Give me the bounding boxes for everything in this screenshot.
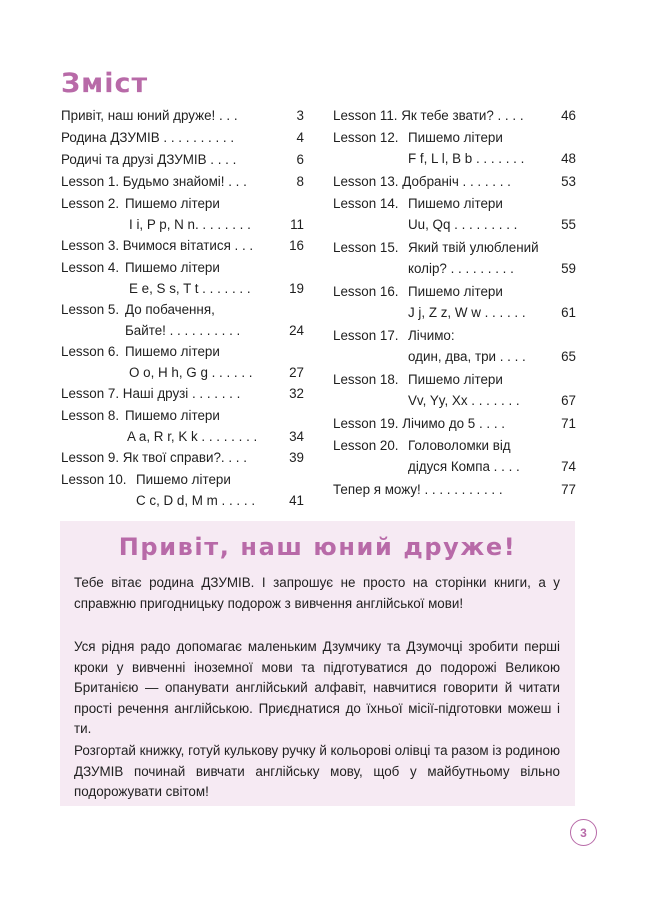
toc-lesson-label: Lesson 17. (333, 328, 399, 343)
toc-page-number: 16 (289, 238, 304, 253)
toc-lesson-label: Lesson 20. (333, 438, 399, 453)
toc-page-number: 48 (561, 151, 576, 166)
toc-page-number: 77 (561, 482, 576, 497)
toc-entry-title: До побачення, (125, 302, 215, 317)
toc-entry-title: Пишемо літери (408, 196, 503, 211)
toc-lesson-label: Lesson 12. (333, 130, 399, 145)
toc-entry-title: Пишемо літери (136, 472, 231, 487)
toc-page-number: 39 (289, 450, 304, 465)
toc-entry[interactable] (61, 193, 304, 235)
toc-entry-title: Який твій улюблений (408, 240, 539, 255)
toc-lesson-label: Lesson 4. (61, 260, 120, 275)
toc-entry-subtitle: J j, Z z, W w . . . . . . (408, 305, 526, 320)
toc-entry[interactable]: Родина ДЗУМІВ . . . . . . . . . . 4 (61, 127, 304, 149)
toc-entry-title: Лічимо: (408, 328, 455, 343)
toc-entry-subtitle: I i, P p, N n. . . . . . . . (129, 217, 251, 232)
toc-entry[interactable] (333, 193, 576, 237)
toc-entry[interactable] (61, 299, 304, 341)
toc-page-number: 19 (289, 281, 304, 296)
toc-entry[interactable]: Тепер я можу! . . . . . . . . . . . 77 (333, 479, 576, 501)
toc-lesson-label: Lesson 16. (333, 284, 399, 299)
toc-entry[interactable] (333, 369, 576, 413)
toc-page-number: 59 (561, 261, 576, 276)
toc-page-number: 67 (561, 393, 576, 408)
toc-entry-title: Пишемо літери (125, 260, 220, 275)
toc-entry[interactable]: Lesson 13. Добраніч . . . . . . . 53 (333, 171, 576, 193)
welcome-title: Привіт, наш юний друже! (118, 533, 517, 561)
toc-lesson-label: Lesson 5. (61, 302, 120, 317)
toc-entry-subtitle: O o, H h, G g . . . . . . (129, 365, 253, 380)
toc-page-number: 24 (289, 323, 304, 338)
welcome-box (60, 521, 575, 806)
toc-entry[interactable] (61, 341, 304, 383)
toc-entry[interactable]: Lesson 1. Будьмо знайомі! . . . 8 (61, 171, 304, 193)
toc-page-number: 32 (289, 386, 304, 401)
toc-page-number: 34 (289, 429, 304, 444)
toc-title: Зміст (61, 68, 149, 99)
toc-entry[interactable] (61, 405, 304, 447)
toc-entry-subtitle: C c, D d, M m . . . . . (136, 493, 256, 508)
toc-entry-title: Пишемо літери (125, 196, 220, 211)
toc-entry[interactable]: Привіт, наш юний друже! . . . 3 (61, 105, 304, 127)
toc-entry[interactable]: Lesson 9. Як твої справи?. . . . 39 (61, 447, 304, 469)
toc-page-number: 61 (561, 305, 576, 320)
toc-page-number: 46 (561, 108, 576, 123)
toc-page-number: 4 (296, 130, 304, 145)
toc-entry-subtitle: Байте! . . . . . . . . . . (125, 323, 241, 338)
toc-entry[interactable]: Lesson 3. Вчимося вітатися . . . 16 (61, 235, 304, 257)
welcome-paragraph: Тебе вітає родина ДЗУМІВ. І запрошує не просто на сторінки книги, а у справжню пригодницьку подорож з вивчення англійської мови! (74, 575, 560, 611)
welcome-paragraph: Уся рідня радо допомагає маленьким Дзумчику та Дзумочці зробити перші кроки у вивченні іноземної мови та підготуватися до подорожі Великою Британією — опанувати англійський алфавіт, навчитися говорити й читати прості речення англійською. Приєднатися до їхньої місії-підготовки можеш і ти. (74, 639, 560, 736)
toc-entry-subtitle: F f, L l, B b . . . . . . . (408, 151, 525, 166)
toc-entry-title: Головоломки від (408, 438, 511, 453)
toc-entry-subtitle: E e, S s, T t . . . . . . . (129, 281, 251, 296)
toc-entry-subtitle: A a, R r, K k . . . . . . . . (127, 429, 258, 444)
toc-entry[interactable] (333, 237, 576, 281)
toc-entry-subtitle: колір? . . . . . . . . . (408, 261, 514, 276)
toc-entry[interactable] (333, 281, 576, 325)
toc-entry-title: Пишемо літери (125, 344, 220, 359)
toc-entry-title: Пишемо літери (125, 408, 220, 423)
toc-page-number: 74 (561, 459, 576, 474)
toc-page-number: 41 (289, 493, 304, 508)
toc-entry-subtitle: Uu, Qq . . . . . . . . . (408, 217, 518, 232)
toc-entry[interactable] (61, 469, 304, 511)
toc-left-column (61, 105, 304, 511)
toc-lesson-label: Lesson 10. (61, 472, 127, 487)
toc-lesson-label: Lesson 15. (333, 240, 399, 255)
toc-page-number: 53 (561, 174, 576, 189)
toc-entry-subtitle: один, два, три . . . . (408, 349, 526, 364)
toc-entry[interactable]: Lesson 7. Наші друзі . . . . . . . 32 (61, 383, 304, 405)
toc-entry[interactable] (333, 127, 576, 171)
toc-lesson-label: Lesson 18. (333, 372, 399, 387)
toc-entry[interactable]: Lesson 19. Лічимо до 5 . . . . 71 (333, 413, 576, 435)
toc-entry-title: Пишемо літери (408, 130, 503, 145)
toc-lesson-label: Lesson 8. (61, 408, 120, 423)
toc-entry[interactable]: Lesson 11. Як тебе звати? . . . . 46 (333, 105, 576, 127)
toc-entry[interactable] (333, 325, 576, 369)
toc-page-number: 6 (296, 152, 304, 167)
toc-lesson-label: Lesson 6. (61, 344, 120, 359)
toc-lesson-label: Lesson 2. (61, 196, 120, 211)
toc-entry-subtitle: дідуся Компа . . . . (408, 459, 520, 474)
toc-right-column (333, 105, 576, 501)
toc-page-number: 11 (290, 217, 304, 232)
toc-page-number: 71 (561, 416, 576, 431)
toc-page-number: 27 (289, 365, 304, 380)
toc-page-number: 55 (561, 217, 576, 232)
toc-entry-title: Пишемо літери (408, 284, 503, 299)
toc-entry[interactable]: Родичі та друзі ДЗУМІВ . . . . 6 (61, 149, 304, 171)
toc-page-number: 3 (296, 108, 304, 123)
toc-entry-title: Пишемо літери (408, 372, 503, 387)
toc-page-number: 65 (561, 349, 576, 364)
toc-entry-subtitle: Vv, Yy, Xx . . . . . . . (408, 393, 520, 408)
toc-lesson-label: Lesson 14. (333, 196, 399, 211)
toc-entry[interactable] (61, 257, 304, 299)
toc-page-number: 8 (296, 174, 304, 189)
welcome-paragraph: Розгортай книжку, готуй кулькову ручку й кольорові олівці та разом із родиною ДЗУМІВ починай вивчати англійську мову, щоб у майбутньому вільно подорожувати світом! (74, 743, 560, 799)
page-number-badge: 3 (570, 819, 597, 846)
toc-entry[interactable] (333, 435, 576, 479)
